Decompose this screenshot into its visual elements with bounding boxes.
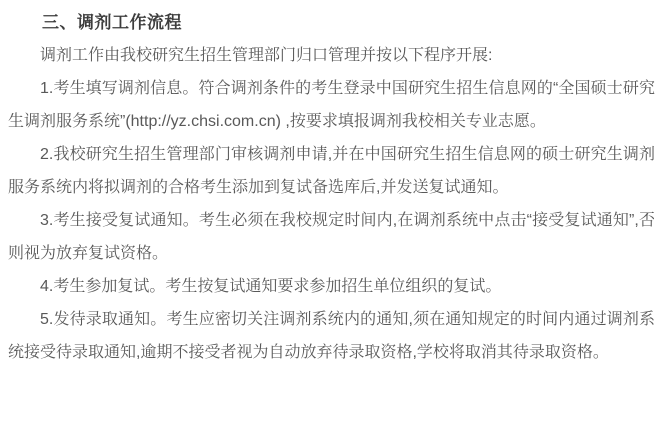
section-title: 三、调剂工作流程 <box>42 13 182 32</box>
step-5-paragraph: 5.发待录取通知。考生应密切关注调剂系统内的通知,须在通知规定的时间内通过调剂系统接受待录取通知,逾期不接受者视为自动放弃待录取资格,学校将取消其待录取资格。 <box>8 311 655 361</box>
step-2-paragraph: 2.我校研究生招生管理部门审核调剂申请,并在中国研究生招生信息网的硕士研究生调剂服务系统内将拟调剂的合格考生添加到复试备选库后,并发送复试通知。 <box>8 146 655 196</box>
intro-paragraph: 调剂工作由我校研究生招生管理部门归口管理并按以下程序开展: <box>40 47 493 64</box>
step-4-paragraph: 4.考生参加复试。考生按复试通知要求参加招生单位组织的复试。 <box>40 278 502 295</box>
step-3-paragraph: 3.考生接受复试通知。考生必须在我校规定时间内,在调剂系统中点击“接受复试通知”,否则视为放弃复试资格。 <box>8 212 655 262</box>
step-1-paragraph: 1.考生填写调剂信息。符合调剂条件的考生登录中国研究生招生信息网的“全国硕士研究生调剂服务系统”(http://yz.chsi.com.cn) ,按要求填报调剂我校相关专业志愿。 <box>8 80 655 130</box>
